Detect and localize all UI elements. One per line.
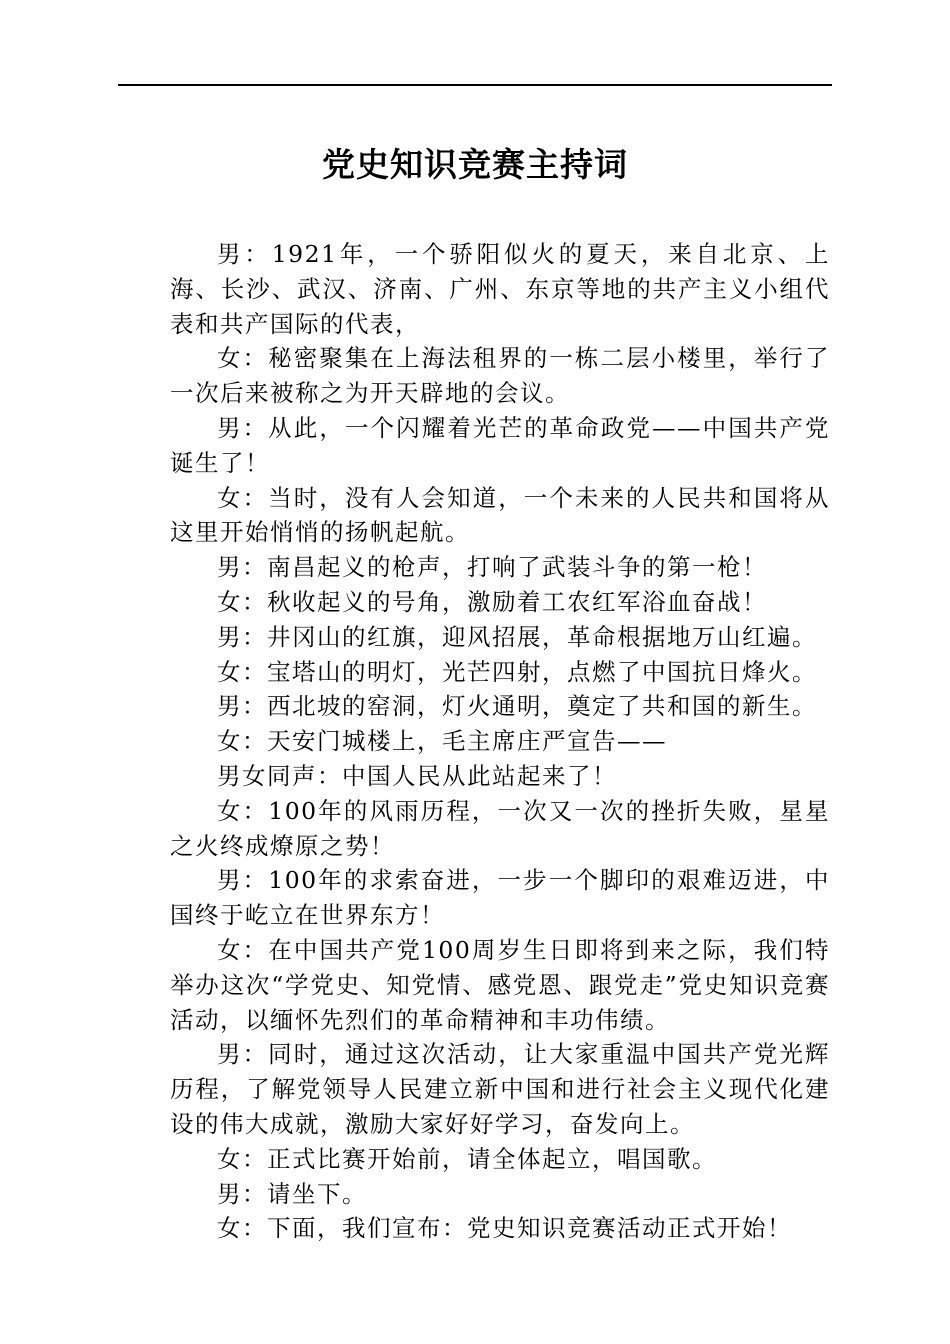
paragraph: 女：在中国共产党100周岁生日即将到来之际，我们特举办这次“学党史、知党情、感党恩、跟党走”党史知识竞赛活动，以缅怀先烈们的革命精神和丰功伟绩。 — [170, 935, 830, 1034]
paragraph: 男：同时，通过这次活动，让大家重温中国共产党光辉历程，了解党领导人民建立新中国和进行社会主义现代化建设的伟大成就，激励大家好好学习，奋发向上。 — [170, 1040, 830, 1138]
document-body — [170, 237, 830, 1246]
paragraph: 女：100年的风雨历程，一次又一次的挫折失败，星星之火终成燎原之势！ — [170, 796, 830, 860]
paragraph: 男：1921年，一个骄阳似火的夏天，来自北京、上海、长沙、武汉、济南、广州、东京等地的共产主义小组代表和共产国际的代表， — [170, 240, 830, 338]
paragraph: 女：宝塔山的明灯，光芒四射，点燃了中国抗日烽火。 — [217, 657, 817, 686]
paragraph: 男：请坐下。 — [217, 1179, 367, 1208]
paragraph: 男：井冈山的红旗，迎风招展，革命根据地万山红遍。 — [217, 622, 817, 651]
paragraph: 男女同声：中国人民从此站起来了！ — [217, 761, 617, 790]
paragraph: 女：正式比赛开始前，请全体起立，唱国歌。 — [217, 1144, 717, 1173]
paragraph: 男：100年的求索奋进，一步一个脚印的艰难迈进，中国终于屹立在世界东方！ — [170, 866, 830, 930]
header-rule — [118, 84, 832, 86]
paragraph: 男：南昌起义的枪声，打响了武装斗争的第一枪！ — [217, 553, 767, 582]
paragraph: 女：下面，我们宣布：党史知识竞赛活动正式开始！ — [217, 1214, 792, 1243]
document-title: 党史知识竞赛主持词 — [322, 145, 628, 184]
paragraph: 男：西北坡的窑洞，灯火通明，奠定了共和国的新生。 — [217, 692, 817, 721]
paragraph: 男：从此，一个闪耀着光芒的革命政党——中国共产党诞生了！ — [170, 413, 830, 477]
paragraph: 女：秘密聚集在上海法租界的一栋二层小楼里，举行了一次后来被称之为开天辟地的会议。 — [170, 344, 830, 408]
paragraph: 女：当时，没有人会知道，一个未来的人民共和国将从这里开始悄悄的扬帆起航。 — [170, 483, 830, 547]
paragraph: 女：天安门城楼上，毛主席庄严宣告—— — [217, 727, 667, 756]
paragraph: 女：秋收起义的号角，激励着工农红军浴血奋战！ — [217, 587, 767, 616]
